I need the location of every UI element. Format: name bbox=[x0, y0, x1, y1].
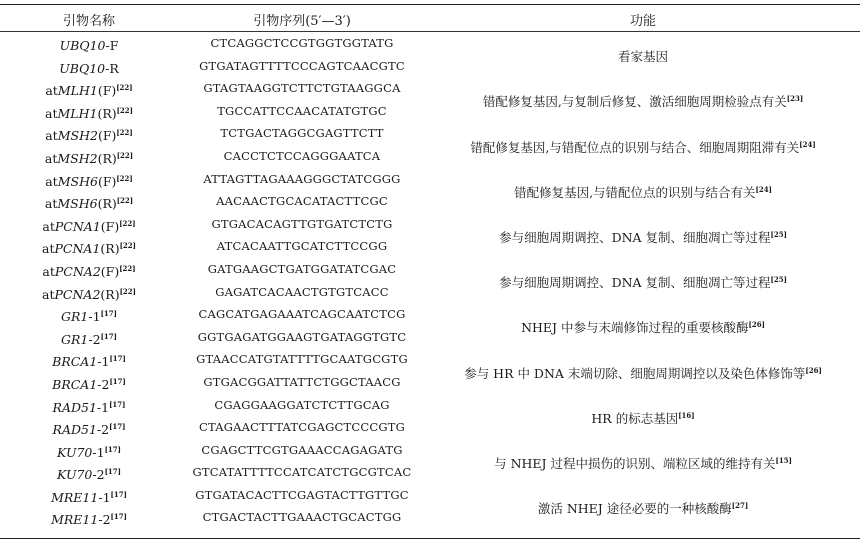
primer-name-gene: PCNA1 bbox=[54, 241, 101, 257]
primer-name-ref: [22] bbox=[119, 286, 136, 296]
table-row bbox=[0, 371, 860, 394]
primer-name-pre: at bbox=[42, 218, 55, 234]
primer-name-suf: -1 bbox=[96, 399, 110, 415]
function-text: NHEJ 中参与末端修饰过程的重要核酸酶 bbox=[521, 320, 749, 336]
table-row bbox=[0, 100, 860, 123]
function-ref: [16] bbox=[678, 410, 695, 420]
primer-name bbox=[0, 190, 178, 213]
primer-sequence: CGAGCTTCGTGAAACCAGAGATG bbox=[201, 442, 403, 457]
primer-name-pre: at bbox=[44, 150, 58, 166]
primer-name-ref: [17] bbox=[110, 512, 127, 522]
primer-sequence: CGAGGAAGGATCTCTTGCAG bbox=[214, 397, 390, 412]
table-row bbox=[0, 348, 860, 381]
table-body bbox=[0, 32, 860, 529]
header-primer-name: 引物名称 bbox=[62, 14, 115, 29]
primer-name-pre: at bbox=[45, 128, 58, 144]
primer-name bbox=[0, 32, 178, 55]
primer-name-ref: [17] bbox=[109, 399, 126, 409]
primer-name-suf: (F) bbox=[97, 128, 117, 144]
primer-name-gene: RAD51 bbox=[52, 422, 97, 438]
table-row bbox=[0, 439, 860, 471]
primer-name bbox=[0, 371, 178, 394]
primer-name-ref: [17] bbox=[104, 444, 121, 454]
primer-name-suf: (F) bbox=[97, 173, 117, 189]
function-text: 参与细胞周期调控、DNA 复制、细胞凋亡等过程 bbox=[499, 230, 771, 246]
function-ref: [24] bbox=[799, 139, 816, 149]
primer-name-suf: (R) bbox=[100, 241, 120, 257]
primer-name-pre: at bbox=[42, 241, 55, 257]
function-text: 错配修复基因,与错配位点的识别与结合、细胞周期阻滞有关 bbox=[470, 139, 800, 155]
primer-name-gene: KU70 bbox=[57, 467, 93, 483]
primer-name-gene: PCNA2 bbox=[54, 286, 101, 302]
primer-name bbox=[0, 100, 178, 123]
primer-name-gene: UBQ10 bbox=[59, 60, 106, 76]
primer-sequence: AACAACTGCACATACTTCGC bbox=[216, 194, 388, 209]
primer-name-suf: -R bbox=[105, 60, 119, 76]
primer-name-pre: at bbox=[44, 196, 58, 212]
primer-name bbox=[0, 77, 178, 100]
primer-name-gene: UBQ10 bbox=[59, 38, 106, 53]
primer-name-suf: -2 bbox=[97, 376, 110, 392]
primer-name-suf: (R) bbox=[97, 150, 117, 166]
primer-name-suf: (R) bbox=[97, 105, 117, 121]
primer-sequence: TCTGACTAGGCGAGTTCTT bbox=[220, 126, 384, 141]
primer-name-gene: BRCA1 bbox=[52, 376, 98, 392]
primer-name-suf: (F) bbox=[97, 83, 117, 99]
function-ref: [23] bbox=[786, 94, 804, 104]
function-text: 参与细胞周期调控、DNA 复制、细胞凋亡等过程 bbox=[499, 275, 771, 291]
primer-name-suf: (R) bbox=[100, 286, 120, 302]
primer-name bbox=[0, 235, 178, 258]
primer-name-gene: MSH2 bbox=[57, 128, 98, 144]
primer-name-ref: [17] bbox=[109, 354, 126, 364]
primer-sequence: ATCACAATTGCATCTTCCGG bbox=[216, 239, 388, 254]
primer-name-pre: at bbox=[45, 83, 58, 99]
primer-name bbox=[0, 303, 178, 326]
primer-name-suf: -1 bbox=[92, 444, 105, 460]
function-text: 错配修复基因,与错配位点的识别与结合有关 bbox=[514, 184, 756, 200]
table-row bbox=[0, 258, 860, 291]
primer-sequence: CTAGAACTTTATCGAGCTCCCGTG bbox=[198, 420, 406, 435]
function-text: HR 的标志基因 bbox=[591, 410, 679, 426]
primer-name-suf: -1 bbox=[97, 354, 110, 370]
primer-name-pre: at bbox=[42, 263, 55, 279]
primer-name-gene: RAD51 bbox=[52, 399, 97, 415]
table-row bbox=[0, 213, 860, 246]
function-ref: [25] bbox=[770, 230, 787, 240]
primer-name-gene: KU70 bbox=[57, 444, 93, 460]
primer-name-ref: [17] bbox=[104, 467, 121, 477]
table-row bbox=[0, 55, 860, 78]
primer-name bbox=[0, 258, 178, 281]
function-ref: [15] bbox=[775, 455, 792, 465]
primer-name-gene: BRCA1 bbox=[52, 354, 98, 370]
primer-name-suf: -2 bbox=[88, 331, 101, 347]
primer-name-ref: [22] bbox=[119, 263, 136, 273]
primer-name-suf: -2 bbox=[92, 467, 105, 483]
table-row bbox=[0, 235, 860, 258]
primer-name-ref: [17] bbox=[109, 422, 126, 432]
table-row bbox=[0, 190, 860, 213]
primer-name-suf: -1 bbox=[88, 309, 101, 325]
function-ref: [26] bbox=[805, 365, 822, 375]
primer-name-pre: at bbox=[45, 105, 58, 121]
primer-name-gene: MLH1 bbox=[57, 105, 98, 121]
primer-name bbox=[0, 55, 178, 78]
primer-name-suf: -2 bbox=[96, 422, 110, 438]
primer-name-gene: MRE11 bbox=[51, 512, 99, 528]
primer-name bbox=[0, 348, 178, 371]
table-row bbox=[0, 303, 860, 336]
function-text: 错配修复基因,与复制后修复、激活细胞周期检验点有关 bbox=[482, 94, 787, 110]
header-primer-sequence: 引物序列(5′—3′) bbox=[253, 14, 351, 29]
primer-name-gene: GR1 bbox=[61, 331, 89, 347]
primer-name bbox=[0, 145, 178, 168]
primer-name-ref: [17] bbox=[110, 489, 127, 499]
table-header bbox=[0, 6, 860, 30]
table-row bbox=[0, 394, 860, 426]
primer-name bbox=[0, 506, 178, 529]
primer-name-gene: PCNA2 bbox=[54, 263, 101, 279]
primer-sequence: CACCTCTCCAGGGAATCA bbox=[223, 148, 381, 163]
function-ref: [24] bbox=[755, 184, 772, 194]
primer-name-gene: MSH6 bbox=[57, 173, 98, 189]
primer-name-gene: MLH1 bbox=[57, 83, 98, 99]
primer-sequence: GTGACGGATTATTCTGGCTAACG bbox=[203, 374, 401, 389]
primer-sequence: CTCAGGCTCCGTGGTGGTATG bbox=[210, 36, 394, 50]
table-row bbox=[0, 168, 860, 200]
primer-name bbox=[0, 439, 178, 462]
function-text: 参与 HR 中 DNA 末端切除、细胞周期调控以及染色体修饰等 bbox=[464, 365, 806, 381]
primer-name-gene: PCNA1 bbox=[54, 218, 101, 234]
primer-name bbox=[0, 168, 178, 191]
primer-name-pre: at bbox=[42, 286, 55, 302]
primer-name-suf: -1 bbox=[98, 489, 111, 505]
primer-sequence: GTGATAGTTTTCCCAGTCAACGTC bbox=[199, 58, 405, 73]
primer-sequence: GTGACACAGTTGTGATCTCTG bbox=[211, 216, 393, 231]
primer-name-ref: [22] bbox=[116, 173, 133, 183]
primer-name-ref: [22] bbox=[116, 150, 134, 160]
primer-name-gene: MSH6 bbox=[57, 196, 98, 212]
primer-name bbox=[0, 416, 178, 439]
primer-sequence: CAGCATGAGAAATCAGCAATCTCG bbox=[198, 307, 406, 322]
primer-name bbox=[0, 281, 178, 304]
primer-name-ref: [17] bbox=[100, 331, 117, 341]
primer-name-suf: -2 bbox=[98, 512, 111, 528]
primer-name-ref: [22] bbox=[116, 105, 133, 115]
primer-sequence: GTGATACACTTCGAGTACTTGTTGC bbox=[195, 487, 409, 502]
table-row bbox=[0, 484, 860, 517]
primer-name bbox=[0, 213, 178, 236]
primer-name-ref: [17] bbox=[109, 376, 126, 386]
primer-name-ref: [22] bbox=[116, 83, 133, 93]
primer-name-gene: GR1 bbox=[61, 309, 89, 325]
primer-name bbox=[0, 461, 178, 484]
primer-sequence: GATGAAGCTGATGGATATCGAC bbox=[207, 261, 397, 276]
function-text: 看家基因 bbox=[617, 49, 668, 65]
primer-name-ref: [22] bbox=[116, 196, 134, 206]
function-text: 与 NHEJ 过程中损伤的识别、端粒区域的维持有关 bbox=[494, 455, 776, 471]
primer-sequence: GTAGTAAGGTCTTCTGTAAGGCA bbox=[203, 81, 401, 96]
table-row bbox=[0, 145, 860, 168]
primer-name-suf: (F) bbox=[100, 263, 120, 279]
primer-name-ref: [22] bbox=[119, 241, 136, 251]
function-ref: [25] bbox=[770, 275, 787, 285]
table-row bbox=[0, 506, 860, 529]
primer-name-gene: MRE11 bbox=[51, 489, 99, 505]
table-top-rule bbox=[0, 4, 860, 5]
primer-sequence: TGCCATTCCAACATATGTGC bbox=[217, 103, 387, 118]
primer-sequence: GTCATATTTTCCATCATCTGCGTCAC bbox=[192, 465, 412, 480]
table-row bbox=[0, 281, 860, 304]
primer-name-ref: [22] bbox=[119, 218, 136, 228]
header-function: 功能 bbox=[629, 14, 656, 29]
table-row bbox=[0, 326, 860, 349]
primer-name bbox=[0, 122, 178, 145]
function-ref: [26] bbox=[748, 320, 765, 330]
primer-sequence: GGTGAGATGGAAGTGATAGGTGTC bbox=[197, 329, 407, 344]
primer-sequence: GAGATCACAACTGTGTCACC bbox=[215, 284, 389, 299]
primer-name-suf: (F) bbox=[100, 218, 120, 234]
primer-sequence: CTGACTACTTGAAACTGCACTGG bbox=[202, 510, 402, 525]
table-bottom-rule bbox=[0, 538, 860, 539]
table-row bbox=[0, 122, 860, 155]
table-row bbox=[0, 461, 860, 484]
primer-sequence: GTAACCATGTATTTTGCAATGCGTG bbox=[196, 352, 408, 367]
table-row bbox=[0, 32, 860, 65]
primer-name-suf: (R) bbox=[97, 196, 117, 212]
primer-name-ref: [22] bbox=[116, 128, 133, 138]
function-text: 激活 NHEJ 途径必要的一种核酸酶 bbox=[537, 501, 732, 517]
table-row bbox=[0, 416, 860, 439]
primer-name-gene: MSH2 bbox=[57, 150, 98, 166]
primer-name bbox=[0, 326, 178, 349]
primer-name bbox=[0, 484, 178, 507]
table-row bbox=[0, 77, 860, 110]
primer-sequence: ATTAGTTAGAAAGGGCTATCGGG bbox=[203, 171, 401, 186]
primer-name-suf: -F bbox=[105, 38, 119, 53]
primer-name-ref: [17] bbox=[100, 309, 117, 319]
function-ref: [27] bbox=[731, 501, 749, 511]
primer-name bbox=[0, 394, 178, 417]
primer-name-pre: at bbox=[45, 173, 58, 189]
